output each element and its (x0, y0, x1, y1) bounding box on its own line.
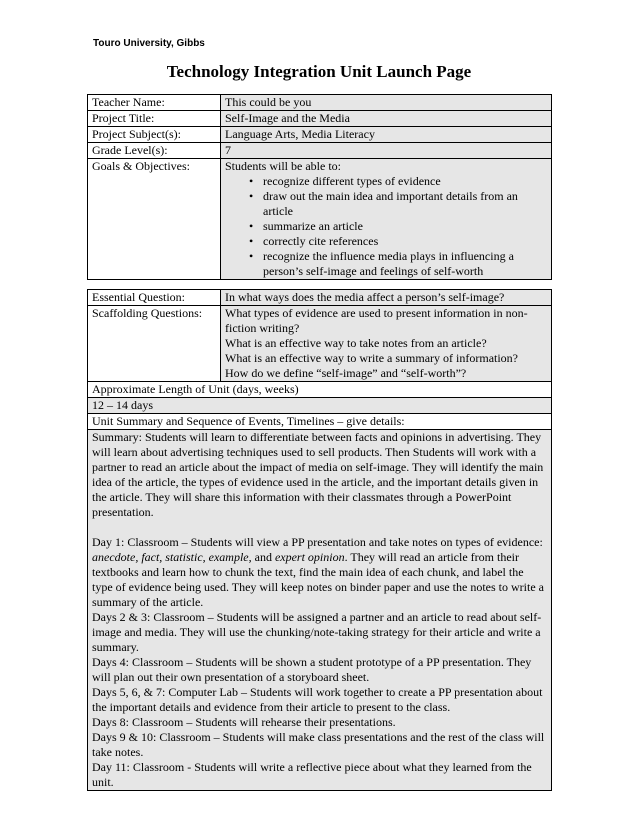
scaffolding-label: Scaffolding Questions: (88, 306, 221, 382)
project-title-value: Self-Image and the Media (221, 111, 552, 127)
subjects-value: Language Arts, Media Literacy (221, 127, 552, 143)
scaffolding-question: How do we define “self-image” and “self-worth”? (225, 366, 467, 380)
grade-label: Grade Level(s): (88, 143, 221, 159)
day1-evidence-types: anecdote, fact, statistic, example, (92, 550, 252, 564)
essential-question-label: Essential Question: (88, 290, 221, 306)
day-entry: Days 4: Classroom – Students will be shown a student prototype of a PP presentation. They will plan out their own presentation of a storyboard sheet. (92, 655, 532, 684)
scaffolding-question: What types of evidence are used to present information in non-fiction writing? (225, 306, 528, 335)
table-row (88, 159, 552, 280)
goals-cell (221, 159, 552, 280)
day1-text: Day 1: Classroom – Students will view a PP presentation and take notes on types of evidence: (92, 535, 543, 549)
table-row (88, 382, 552, 398)
day-entry: Days 8: Classroom – Students will rehearse their presentations. (92, 715, 396, 729)
teacher-value: This could be you (221, 95, 552, 111)
summary-label: Unit Summary and Sequence of Events, Timelines – give details: (88, 414, 552, 430)
scaffolding-question: What is an effective way to write a summary of information? (225, 351, 519, 365)
unit-table (87, 289, 552, 791)
day-entry: Days 5, 6, & 7: Computer Lab – Students will work together to create a PP presentation about the important details and evidence from their article to present to the class. (92, 685, 543, 714)
table-row (88, 290, 552, 306)
length-label: Approximate Length of Unit (days, weeks) (88, 382, 552, 398)
table-row (88, 95, 552, 111)
table-row (88, 127, 552, 143)
paragraph-gap (92, 520, 547, 535)
day-entry: Days 9 & 10: Classroom – Students will make class presentations and the rest of the class will take notes. (92, 730, 545, 759)
day-entry: Days 2 & 3: Classroom – Students will be assigned a partner and an article to read about self-image and media. They will use the chunking/note-taking strategy for their article and write a summary. (92, 610, 542, 654)
scaffolding-cell (221, 306, 552, 382)
day-entry (92, 535, 547, 610)
day-entry: Day 11: Classroom - Students will write a reflective piece about what they learned from the unit. (92, 760, 532, 789)
table-row (88, 111, 552, 127)
goals-list (225, 174, 547, 279)
info-table (87, 94, 552, 280)
essential-question-value: In what ways does the media affect a person’s self-image? (221, 290, 552, 306)
grade-value: 7 (221, 143, 552, 159)
subjects-label: Project Subject(s): (88, 127, 221, 143)
goal-item: • recognize the influence media plays in influencing a person’s self-image and feelings of self-worth (263, 249, 547, 279)
scaffolding-question: What is an effective way to take notes from an article? (225, 336, 487, 350)
institution-header: Touro University, Gibbs (93, 38, 205, 49)
table-row (88, 414, 552, 430)
goal-item: • correctly cite references (263, 234, 547, 249)
project-title-label: Project Title: (88, 111, 221, 127)
day1-text: and (251, 550, 275, 564)
table-row (88, 430, 552, 791)
goal-item: • draw out the main idea and important details from an article (263, 189, 547, 219)
page-title: Technology Integration Unit Launch Page (166, 62, 472, 81)
day1-text: . They will read an article from their textbooks and learn how to chunk the text, find the main idea of each chunk, and label the type of evidence being used. They will keep notes on binder paper and use the notes to write a summary of the article. (92, 550, 544, 609)
goals-label: Goals & Objectives: (88, 159, 221, 280)
teacher-label: Teacher Name: (88, 95, 221, 111)
table-row (88, 398, 552, 414)
table-row (88, 143, 552, 159)
day1-evidence-expert: expert opinion (274, 550, 345, 564)
summary-text: Summary: Students will learn to differentiate between facts and opinions in advertising. They will learn about advertising techniques used to sell products. Then Students will work with a partner to read an article about the impact of media on self-image. They will identify the main idea of the article, the types of evidence used in the article, and the important details given in the article. They will share this information with their classmates through a PowerPoint presentation. (92, 430, 544, 519)
summary-cell (88, 430, 552, 791)
goal-item: • summarize an article (263, 219, 547, 234)
length-value: 12 – 14 days (88, 398, 552, 414)
goals-intro: Students will be able to: (225, 159, 341, 173)
table-row (88, 306, 552, 382)
goal-item: • recognize different types of evidence (263, 174, 547, 189)
